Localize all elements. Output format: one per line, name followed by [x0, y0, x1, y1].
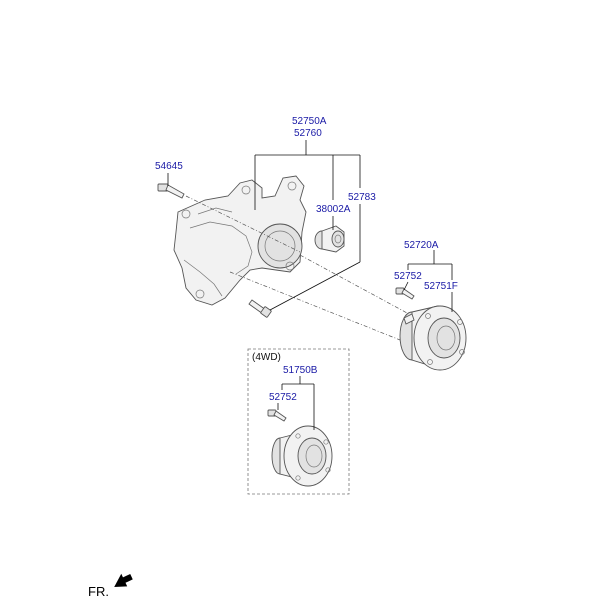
leader-lines-4wd — [278, 376, 314, 430]
label-52752[interactable]: 52752 — [394, 271, 422, 282]
label-54645[interactable]: 54645 — [155, 161, 183, 172]
bolt-54645 — [158, 184, 184, 198]
bolt-52783 — [249, 300, 272, 318]
label-51750B[interactable]: 51750B — [283, 365, 318, 376]
label-52751F[interactable]: 52751F — [424, 281, 458, 292]
label-52752-4wd[interactable]: 52752 — [269, 392, 297, 403]
front-arrow-icon — [110, 570, 134, 591]
knuckle-assembly — [174, 176, 306, 305]
label-52760[interactable]: 52760 — [294, 128, 322, 139]
label-52783[interactable]: 52783 — [348, 192, 376, 203]
hub-assembly-4wd — [272, 426, 332, 486]
label-38002A[interactable]: 38002A — [316, 204, 351, 215]
bushing-38002A — [315, 226, 344, 252]
hub-assembly — [400, 306, 466, 370]
bolt-52752 — [396, 288, 414, 299]
label-4wd: (4WD) — [252, 352, 281, 363]
front-direction-label: FR. — [88, 584, 109, 599]
label-52750A[interactable]: 52750A — [292, 116, 327, 127]
axis-line-upper — [300, 255, 420, 320]
bolt-52752-4wd — [268, 410, 286, 421]
label-52720A[interactable]: 52720A — [404, 240, 439, 251]
